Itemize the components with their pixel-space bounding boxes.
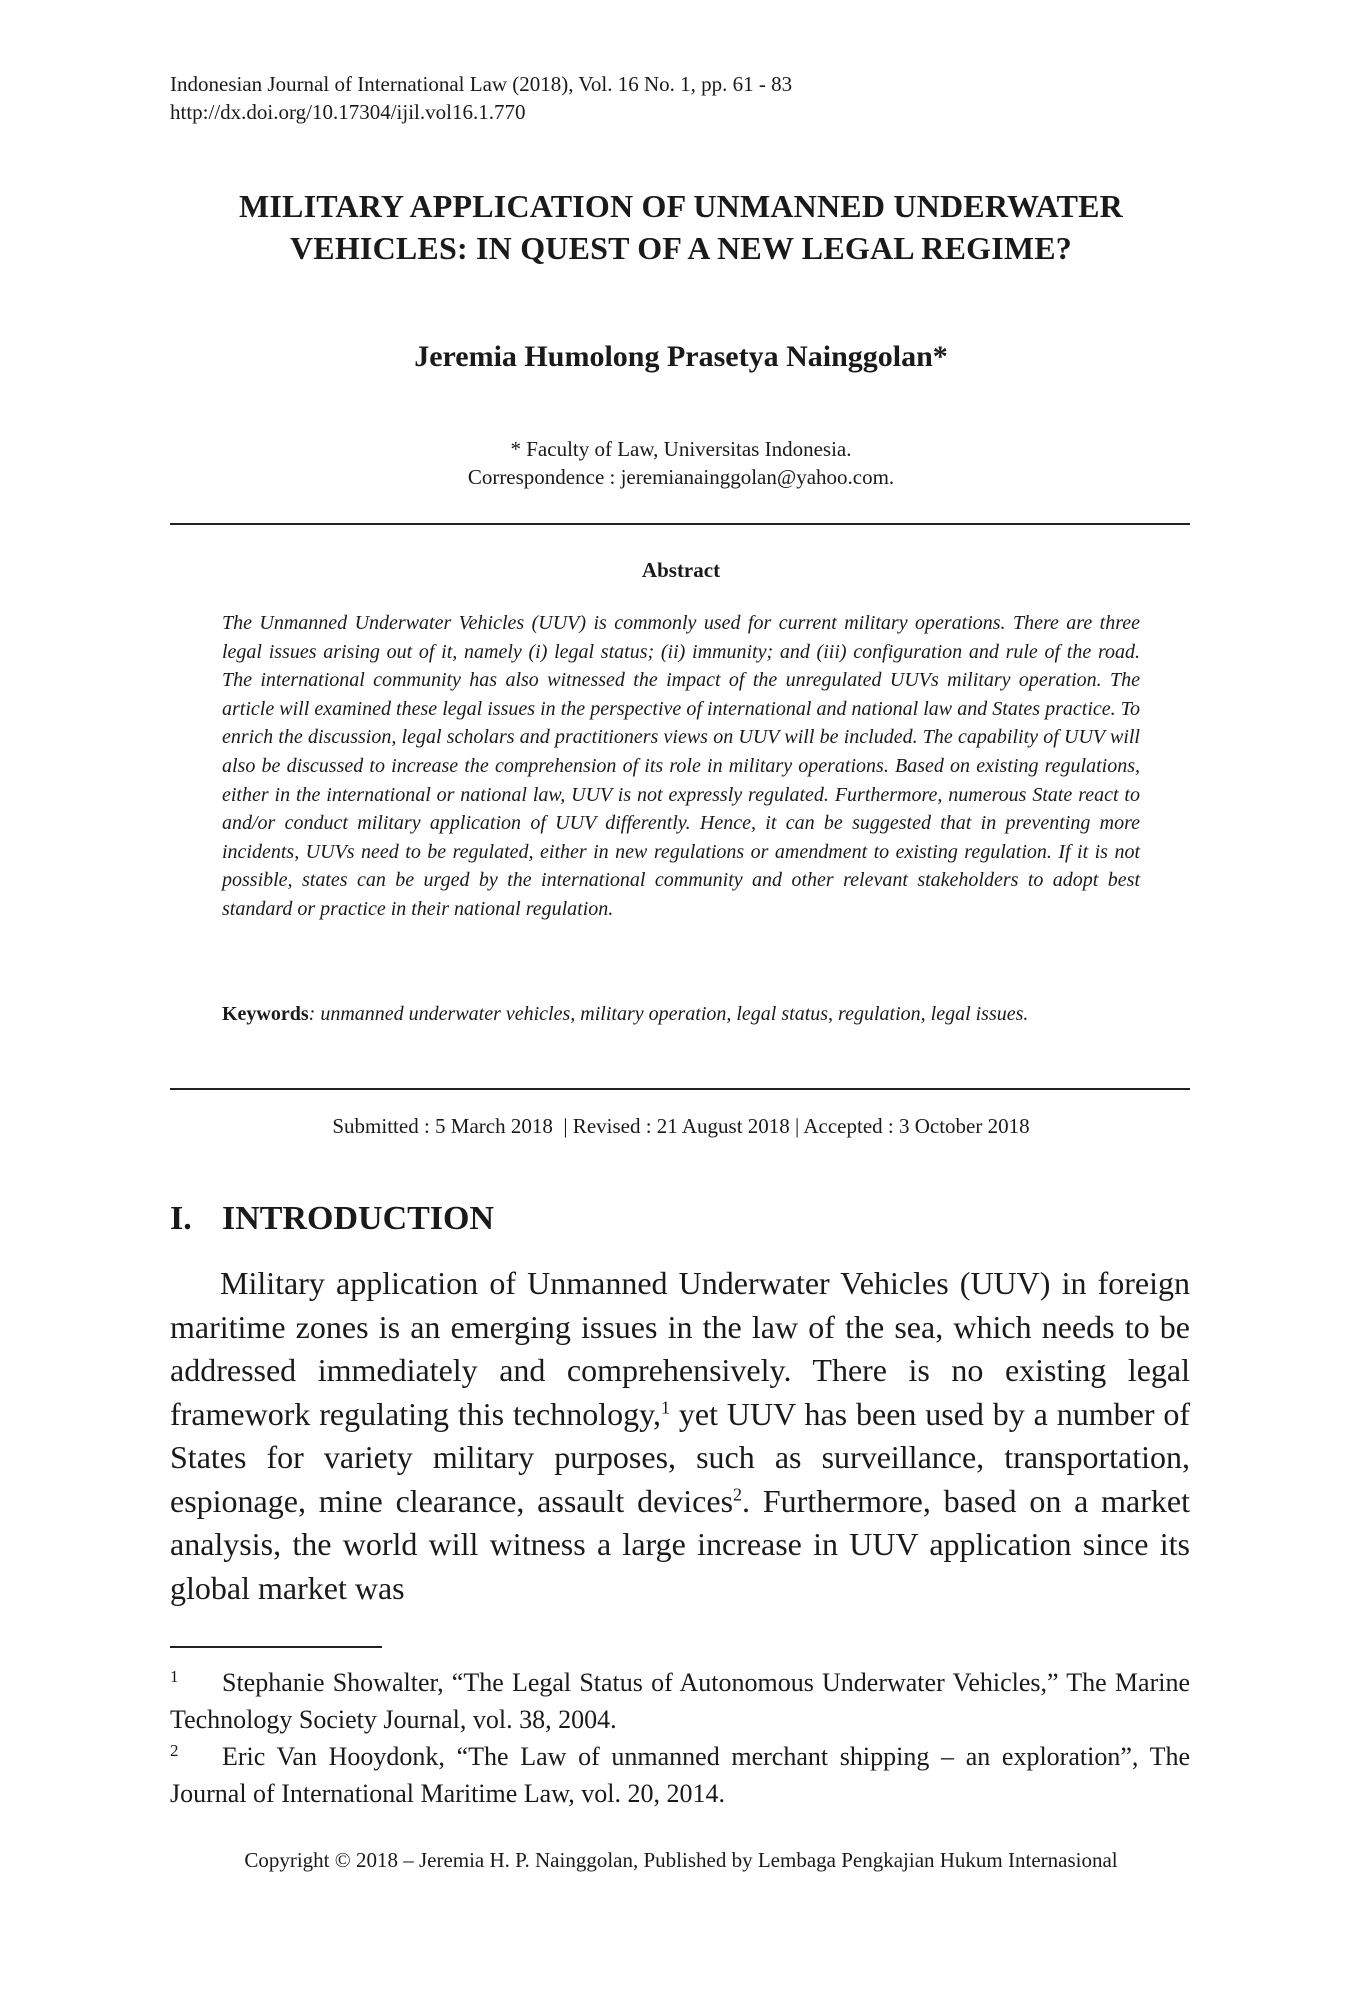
- intro-paragraph: [170, 1262, 1190, 1610]
- intro-text-3: . Furthermore, based on a market analysis, the world will witness a large increase in UUV application since its global market was: [170, 1482, 1191, 1606]
- affiliation: [170, 435, 1192, 491]
- footnote-1: [170, 1664, 1190, 1738]
- correspondence-line: Correspondence : jeremianainggolan@yahoo.com.: [467, 465, 895, 489]
- intro-text-1: Military application of Unmanned Underwater Vehicles (UUV) in foreign maritime zones is an emerging issues in the law of the sea, which needs to be addressed immediately and comprehensively. There is no existing legal framework regulating this technology,: [170, 1265, 1190, 1432]
- section-title: INTRODUCTION: [222, 1200, 495, 1237]
- author-name: Jeremia Humolong Prasetya Nainggolan*: [414, 340, 948, 373]
- footnote-ref-1[interactable]: 1: [661, 1396, 671, 1417]
- keywords: [222, 1000, 1140, 1029]
- journal-citation: Indonesian Journal of International Law (2018), Vol. 16 No. 1, pp. 61 - 83: [170, 72, 793, 96]
- footnote-text: Stephanie Showalter, “The Legal Status of Autonomous Underwater Vehicles,” The Marine Technology Society Journal, vol. 38, 2004.: [170, 1668, 1190, 1734]
- journal-header: [170, 70, 792, 126]
- section-number: I.: [170, 1200, 192, 1237]
- footnote-number: 1: [170, 1667, 179, 1686]
- title-line-1: MILITARY APPLICATION OF UNMANNED UNDERWATER: [238, 188, 1123, 224]
- footnote-rule: [170, 1646, 382, 1648]
- affiliation-line: * Faculty of Law, Universitas Indonesia.: [510, 437, 852, 461]
- section-heading: [170, 1198, 494, 1240]
- abstract-top-rule: [170, 523, 1190, 525]
- doi-link[interactable]: http://dx.doi.org/10.17304/ijil.vol16.1.770: [170, 100, 526, 124]
- abstract-bottom-rule: [170, 1088, 1190, 1090]
- footnote-text: Eric Van Hooydonk, “The Law of unmanned merchant shipping – an exploration”, The Journal of International Maritime Law, vol. 20, 2014.: [170, 1742, 1190, 1808]
- footnote-number: 2: [170, 1741, 179, 1760]
- keywords-text: : unmanned underwater vehicles, military operation, legal status, regulation, legal issues.: [308, 1003, 1029, 1025]
- keywords-label: Keywords: [222, 1003, 309, 1025]
- abstract-text: The Unmanned Underwater Vehicles (UUV) is commonly used for current military operations. There are three legal issues arising out of it, namely (i) legal status; (ii) immunity; and (iii) configuration and rule of the road. The international community has also witnessed the impact of the unregulated UUVs military operation. The article will examined these legal issues in the perspective of international and national law and States practice. To enrich the discussion, legal scholars and practitioners views on UUV will be included. The capability of UUV will also be discussed to increase the comprehension of its role in military operations. Based on existing regulations, either in the international or national law, UUV is not expressly regulated. Furthermore, numerous State react to and/or conduct military application of UUV differently. Hence, it can be suggested that in preventing more incidents, UUVs need to be regulated, either in new regulations or amendment to existing regulation. If it is not possible, states can be urged by the international community and other relevant stakeholders to adopt best standard or practice in their national regulation.: [222, 612, 1140, 920]
- intro-text-2: yet UUV has been used by a number of States for variety military purposes, such as surveillance, transportation, espionage, mine clearance, assault devices: [170, 1395, 1190, 1519]
- title-line-2: VEHICLES: IN QUEST OF A NEW LEGAL REGIME?: [289, 230, 1073, 266]
- footnote-2: [170, 1738, 1190, 1812]
- paper-title: [170, 185, 1192, 269]
- abstract-heading: Abstract: [641, 558, 721, 582]
- copyright-notice: Copyright © 2018 – Jeremia H. P. Nainggolan, Published by Lembaga Pengkajian Hukum Internasional: [244, 1848, 1118, 1872]
- footnote-ref-2[interactable]: 2: [733, 1483, 743, 1504]
- submission-dates: Submitted : 5 March 2018 | Revised : 21 August 2018 | Accepted : 3 October 2018: [332, 1114, 1030, 1138]
